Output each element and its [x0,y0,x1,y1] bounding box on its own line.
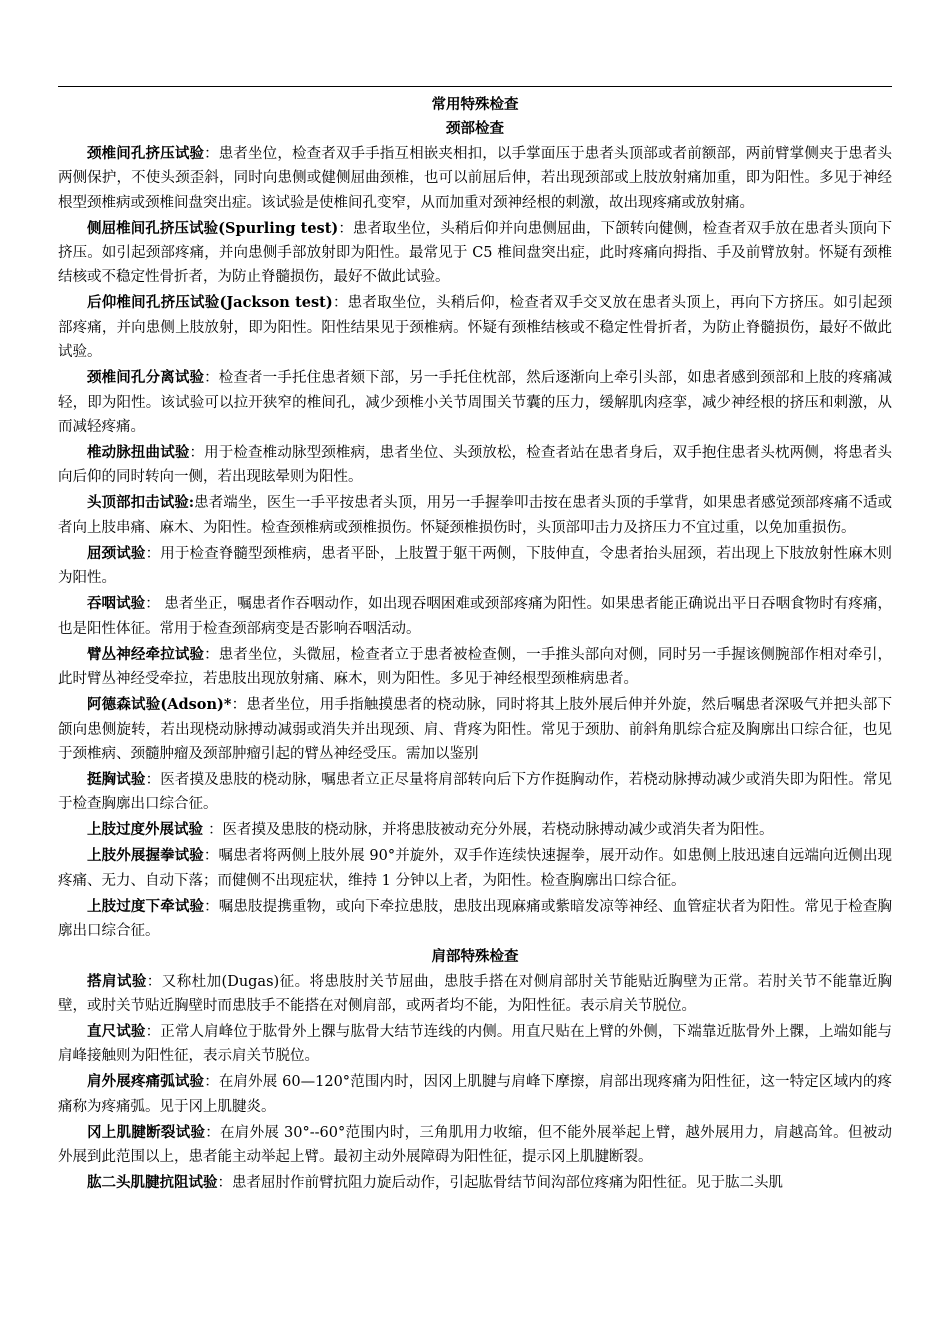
exam-term: 肱二头肌腱抗阻试验 [87,1174,218,1192]
exam-item [58,291,892,364]
exam-description: ： 患者坐正，嘱患者作吞咽动作，如出现吞咽困难或颈部疼痛为阳性。如果患者能正确说出平日吞咽食物时有疼痛，也是阳性体征。常用于检查颈部病变是否影响吞咽活动。 [58,596,893,637]
exam-term: 侧屈椎间孔挤压试验(Spurling test) [87,219,339,237]
section-heading-neck: 颈部检查 [446,120,504,138]
exam-term: 屈颈试验 [87,544,146,562]
exam-item [58,844,892,893]
exam-item [58,1070,892,1119]
exam-item [58,970,892,1019]
exam-description: ：在肩外展 30°--60°范围内时，三角肌用力收缩，但不能外展举起上臂，越外展用力，肩越高耸。但被动外展到此范围以上，患者能主动举起上臂。最初主动外展障碍为阳性征，提示冈上肌腱断裂。 [58,1124,893,1166]
exam-item [58,366,892,439]
exam-item [58,441,892,490]
exam-description: ：医者摸及患肢的桡动脉，嘱患者立正尽量将肩部转向后下方作挺胸动作，若桡动脉搏动减少或消失即为阳性。常见于检查胸廓出口综合征。 [58,771,893,813]
exam-term: 椎动脉扭曲试验 [87,444,190,462]
exam-description: ：检查者一手托住患者颏下部，另一手托住枕部，然后逐渐向上牵引头部，如患者感到颈部和上肢的疼痛减轻，即为阳性。该试验可以拉开狭窄的椎间孔，减少颈椎小关节周围关节囊的压力，缓解肌肉痉挛，减少神经根的挤压和刺激，从而减轻疼痛。 [58,370,893,436]
exam-item [58,1121,892,1170]
exam-item [58,491,892,540]
exam-term: 冈上肌腱断裂试验 [87,1123,206,1141]
exam-item [58,693,892,766]
exam-term: 上肢过度下牵试验 [87,897,205,915]
exam-term: 颈椎间孔分离试验 [87,369,205,387]
exam-term: 上肢过度外展试验 [87,821,209,839]
exam-description: ：用于检查脊髓型颈椎病，患者平卧，上肢置于躯干两侧，下肢伸直，令患者抬头屈颈，若出现上下肢放射性麻木则为阳性。 [58,545,893,587]
exam-term: 肩外展疼痛弧试验 [87,1073,205,1091]
document-title: 常用特殊检查 [431,96,519,113]
exam-description: ：患者坐位，头微屈，检查者立于患者被检查侧，一手推头部向对侧，同时另一手握该侧腕部作相对牵引，此时臂丛神经受牵拉，若患肢出现放射痛、麻木，则为阳性。多见于神经根型颈椎病患者。 [58,646,893,688]
exam-term: 上肢外展握拳试验 [87,847,204,865]
exam-description: ：患者取坐位，头稍后仰并向患侧屈曲，下颌转向健侧，检查者双手放在患者头顶向下挤压。如引起颈部疼痛，并向患侧手部放射即为阳性。最常见于 C5 椎间盘突出症，此时疼痛向拇指、手及前臂放射。怀疑有颈椎结核或不稳定性骨折者，为防止脊髓损伤，最好不做此试验。 [58,220,892,286]
exam-term: 后仰椎间孔挤压试验(Jackson test) [87,294,333,312]
exam-description: ：患者坐位，检查者双手手指互相嵌夹相扣，以手掌面压于患者头顶部或者前额部，两前臂掌侧夹于患者头两侧保护，不使头颈歪斜，同时向患侧或健侧屈曲颈椎，也可以前屈后伸，若出现颈部或上肢放射痛加重，即为阳性。多见于神经根型颈椎病或颈椎间盘突出症。该试验是使椎间孔变窄，从而加重对颈神经根的刺激，故出现疼痛或放射痛。 [58,145,893,211]
exam-description: ：正常人肩峰位于肱骨外上髁与肱骨大结节连线的内侧。用直尺贴在上臂的外侧，下端靠近肱骨外上髁，上端如能与肩峰接触则为阳性征，表示肩关节脱位。 [58,1023,893,1065]
exam-term: 挺胸试验 [87,770,146,788]
exam-description: ：患者屈肘作前臂抗阻力旋后动作，引起肱骨结节间沟部位疼痛为阳性征。见于肱二头肌 [217,1175,783,1192]
document-page [58,86,892,1197]
shoulder-exam-list [58,970,892,1196]
exam-description: ：患者坐位，用手指触摸患者的桡动脉，同时将其上肢外展后伸并外旋，然后嘱患者深吸气并把头部下颌向患侧旋转，若出现桡动脉搏动减弱或消失并出现颈、肩、背疼为阳性。常见于颈肋、前斜角肌综合症及胸廓出口综合征，也见于颈椎病、颈髓肿瘤及颈部肿瘤引起的臂丛神经受压。需加以鉴别 [58,697,892,762]
exam-item [58,768,892,817]
top-rule [58,86,892,87]
exam-description: ：又称杜加(Dugas)征。将患肢肘关节屈曲，患肢手搭在对侧肩部肘关节能贴近胸壁为正常。若肘关节不能靠近胸壁，或肘关节贴近胸壁时而患肢手不能搭在对侧肩部，或两者均不能，为阳性征。表示肩关节脱位。 [58,973,892,1014]
exam-item [58,895,892,944]
exam-item [58,142,892,215]
exam-description: ：在肩外展 60—120°范围内时，因冈上肌腱与肩峰下摩擦，肩部出现疼痛为阳性征，这一特定区域内的疼痛称为疼痛弧。见于冈上肌腱炎。 [58,1074,893,1115]
exam-term: 吞咽试验 [87,595,146,613]
exam-item [58,542,892,591]
exam-term: 搭肩试验 [87,972,147,990]
exam-description: ：嘱患者将两侧上肢外展 90°并旋外，双手作连续快速握拳，展开动作。如患侧上肢迅速自远端向近侧出现疼痛、无力、自动下落；而健侧不出现症状，维持 1 分钟以上者，为阳性。检查胸廓出口综合征。 [58,848,892,889]
exam-description: 患者端坐，医生一手平按患者头顶，用另一手握拳叩击按在患者头顶的手掌背，如果患者感觉颈部疼痛不适或者向上肢串痛、麻木、为阳性。检查颈椎病或颈椎损伤。怀疑颈椎损伤时，头顶部叩击力及挤压力不宜过重，以免加重损伤。 [58,495,892,536]
exam-description: ：患者取坐位，头稍后仰，检查者双手交叉放在患者头顶上，再向下方挤压。如引起颈部疼痛，并向患侧上肢放射，即为阳性。阳性结果见于颈椎病。怀疑有颈椎结核或不稳定性骨折者，为防止脊髓损伤，最好不做此试验。 [58,295,893,361]
section-heading-shoulder: 肩部特殊检查 [431,948,519,966]
exam-description: ：嘱患肢提携重物，或向下牵拉患肢，患肢出现麻痛或紫暗发凉等神经、血管症状者为阳性。常见于检查胸廓出口综合征。 [58,898,893,940]
exam-term: 臂丛神经牵拉试验 [87,645,205,663]
exam-item [58,818,892,842]
exam-description: ：用于检查椎动脉型颈椎病，患者坐位、头颈放松，检查者站在患者身后，双手抱住患者头枕两侧，将患者头向后仰的同时转向一侧，若出现眩晕则为阳性。 [58,445,893,486]
exam-term: 阿德森试验(Adson)* [87,696,232,714]
exam-term: 颈椎间孔挤压试验 [87,144,205,162]
exam-term: 直尺试验 [87,1022,146,1040]
neck-exam-list [58,142,892,944]
exam-item [58,592,892,641]
exam-item [58,643,892,692]
exam-item [58,217,892,290]
exam-description: ：医者摸及患肢的桡动脉，并将患肢被动充分外展，若桡动脉搏动减少或消失者为阳性。 [208,822,774,839]
exam-item [58,1171,892,1195]
exam-term: 头顶部扣击试验: [87,494,195,512]
exam-item [58,1020,892,1069]
